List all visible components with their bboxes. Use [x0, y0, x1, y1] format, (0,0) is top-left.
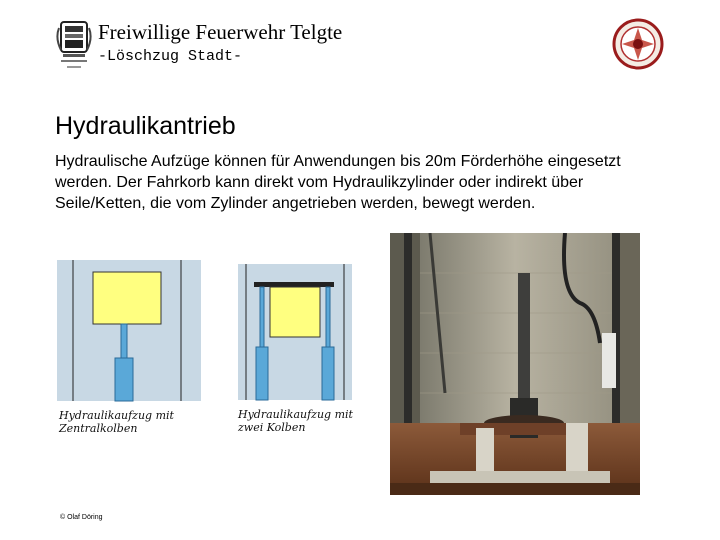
diagram1-caption-line1: Hydraulikaufzug mit	[59, 409, 174, 422]
town-crest-icon	[55, 18, 93, 72]
diagram-central-piston	[55, 258, 203, 438]
slide-body-text: Hydraulische Aufzüge können für Anwendungen bis 20m Förderhöhe eingesetzt werden. Der Fahrkorb kann direkt vom Hydraulikzylinder oder indirekt über Seile/Ketten, die vom Zylinder angetrieben werden, bewegt werden.	[55, 153, 621, 212]
diagram2-caption-line2: zwei Kolben	[238, 421, 306, 434]
hydraulic-lift-photo	[390, 233, 640, 495]
central-piston-drawing	[55, 258, 203, 403]
copyright-footer: © Olaf Döring	[60, 514, 103, 521]
unit-subtitle: -Löschzug Stadt-	[98, 48, 243, 65]
diagram1-caption-line2: Zentralkolben	[59, 422, 138, 435]
slide-title: Hydraulikantrieb	[55, 112, 236, 140]
two-pistons-drawing	[236, 262, 354, 402]
diagram2-caption-line1: Hydraulikaufzug mit	[238, 408, 353, 421]
fire-brigade-emblem-icon	[612, 18, 664, 70]
organization-title: Freiwillige Feuerwehr Telgte	[98, 20, 343, 44]
diagram-two-pistons	[236, 262, 354, 432]
